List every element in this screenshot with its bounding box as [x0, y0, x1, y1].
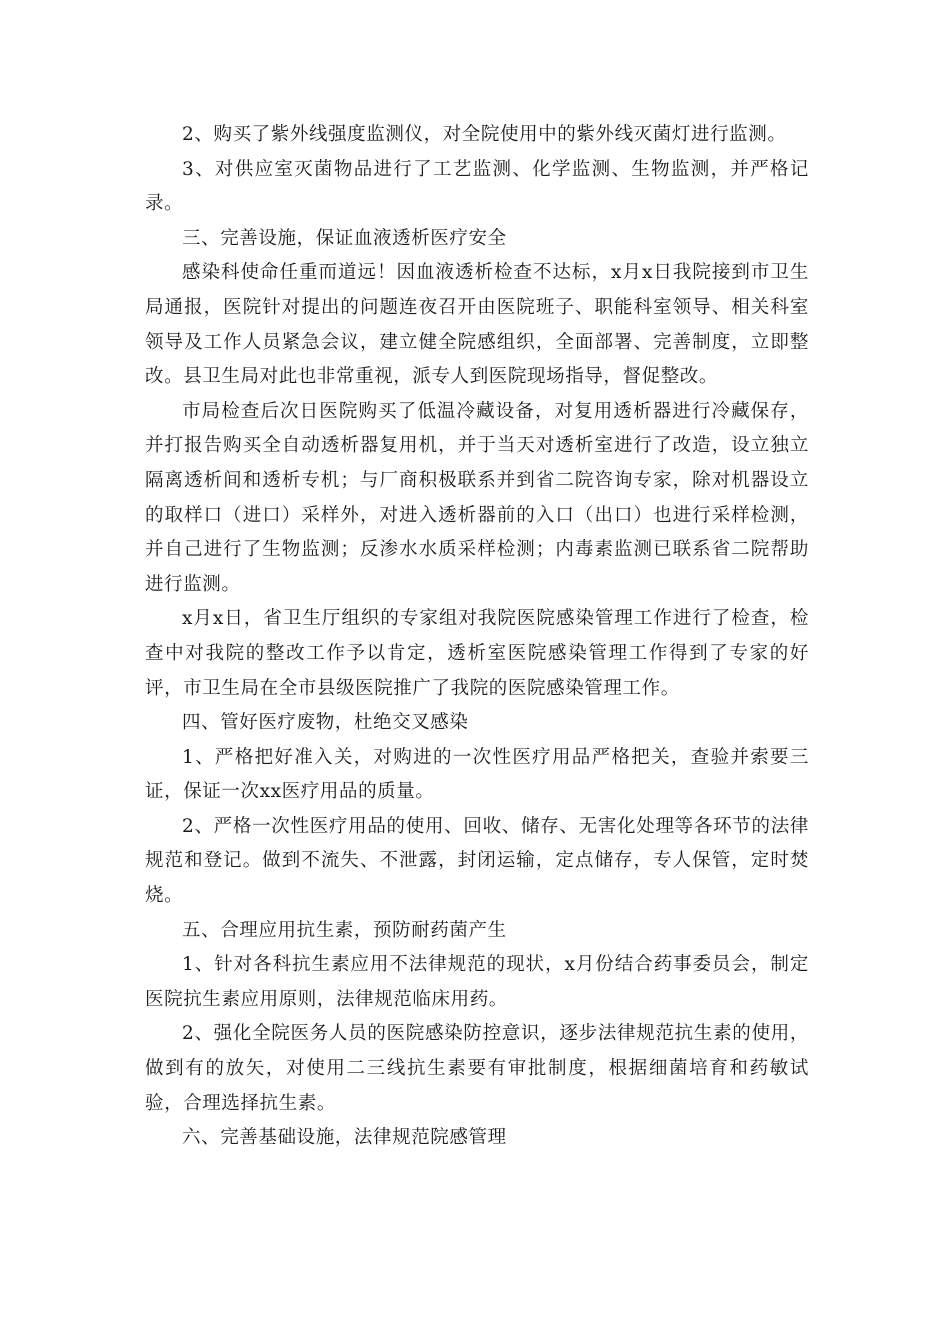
paragraph-supply-room: 3、对供应室灭菌物品进行了工艺监测、化学监测、生物监测，并严格记录。: [145, 158, 809, 215]
document-body: [145, 118, 809, 1156]
paragraph-expert-inspection: x月x日，省卫生厅组织的专家组对我院医院感染管理工作进行了检查，检查中对我院的整改工作予以肯定，透析室医院感染管理工作得到了专家的好评，市卫生局在全市县级医院推广了我院的医院感染管理工作。: [145, 608, 809, 699]
paragraph-antibiotic-awareness: 2、强化全院医务人员的医院感染防控意识，逐步法律规范抗生素的使用，做到有的放矢，对使用二三线抗生素要有审批制度，根据细菌培育和药敏试验，合理选择抗生素。: [145, 1023, 809, 1114]
paragraph-uv-monitor: 2、购买了紫外线强度监测仪，对全院使用中的紫外线灭菌灯进行监测。: [182, 124, 787, 145]
paragraph-access-control: 1、严格把好准入关，对购进的一次性医疗用品严格把关，查验并索要三证，保证一次xx医疗用品的质量。: [145, 746, 809, 803]
section-heading-infrastructure: 六、完善基础设施，法律规范院感管理: [182, 1127, 507, 1149]
paragraph-dialysis-notice: 感染科使命任重而道远！因血液透析检查不达标，x月x日我院接到市卫生局通报，医院针对提出的问题连夜召开由医院班子、职能科室领导、相关科室领导及工作人员紧急会议，建立健全院感组织，全面部署、完善制度，立即整改。县卫生局对此也非常重视，派专人到医院现场指导，督促整改。: [145, 262, 809, 388]
section-heading-medical-waste: 四、管好医疗废物，杜绝交叉感染: [182, 712, 469, 734]
paragraph-antibiotic-principles: 1、针对各科抗生素应用不法律规范的现状，x月份结合药事委员会，制定医院抗生素应用原则，法律规范临床用药。: [145, 954, 809, 1010]
paragraph-disposable-supplies: 2、严格一次性医疗用品的使用、回收、储存、无害化处理等各环节的法律规范和登记。做到不流失、不泄露，封闭运输，定点储存，专人保管，定时焚烧。: [145, 815, 809, 907]
paragraph-dialysis-equipment: 市局检查后次日医院购买了低温冷藏设备，对复用透析器进行冷藏保存，并打报告购买全自动透析器复用机，并于当天对透析室进行了改造，设立独立隔离透析间和透析专机；与厂商积极联系并到省二院咨询专家，除对机器设立的取样口（进口）采样外，对进入透析器前的入口（出口）也进行采样检测，并自己进行了生物监测；反渗水水质采样检测；内毒素监测已联系省二院帮助进行监测。: [145, 400, 809, 595]
section-heading-antibiotics: 五、合理应用抗生素，预防耐药菌产生: [182, 919, 507, 941]
section-heading-dialysis: 三、完善设施，保证血液透析医疗安全: [182, 227, 507, 249]
